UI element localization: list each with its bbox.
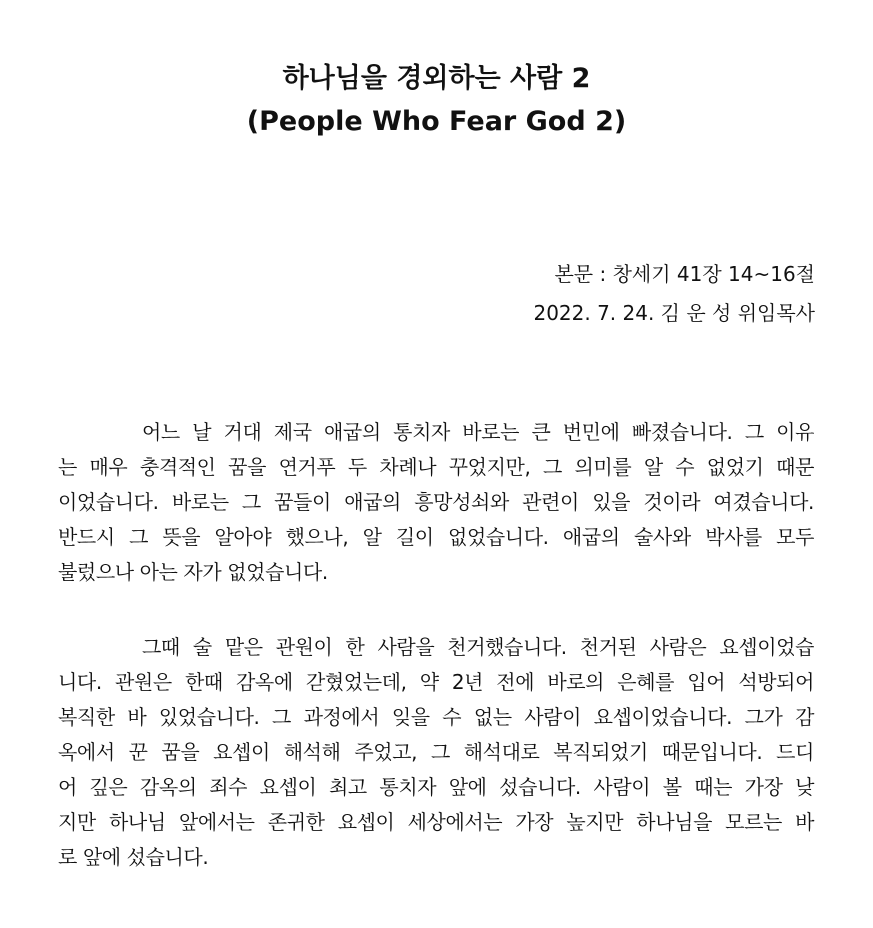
paragraph-line: 불렀으나 아는 자가 없었습니다. <box>58 560 328 584</box>
title-english: (People Who Fear God 2) <box>246 106 627 137</box>
paragraph-line: 반드시 그 뜻을 알아야 했으나, 알 길이 없었습니다. 애굽의 술사와 박사를 모두 <box>58 525 814 549</box>
paragraph-line: 는 매우 충격적인 꿈을 연거푸 두 차례나 꾸었지만, 그 의미를 알 수 없었기 때문 <box>58 455 814 479</box>
paragraph-1 <box>58 415 814 590</box>
paragraph-line: 옥에서 꾼 꿈을 요셉이 해석해 주었고, 그 해석대로 복직되었기 때문입니다. 드디 <box>58 740 814 764</box>
paragraph-line: 어느 날 거대 제국 애굽의 통치자 바로는 큰 번민에 빠졌습니다. 그 이유 <box>142 420 814 444</box>
paragraph-2 <box>58 630 814 875</box>
title-korean: 하나님을 경외하는 사람 2 <box>282 63 591 94</box>
date-and-author: 2022. 7. 24. 김 운 성 위임목사 <box>533 301 815 325</box>
paragraph-line: 이었습니다. 바로는 그 꿈들이 애굽의 흥망성쇠와 관련이 있을 것이라 여겼습니다. <box>58 490 814 514</box>
paragraph-line: 그때 술 맡은 관원이 한 사람을 천거했습니다. 천거된 사람은 요셉이었습 <box>142 635 814 659</box>
scripture-passage: 본문 : 창세기 41장 14~16절 <box>554 262 815 286</box>
paragraph-line: 복직한 바 있었습니다. 그 과정에서 잊을 수 없는 사람이 요셉이었습니다. 그가 감 <box>58 705 814 729</box>
paragraph-line: 지만 하나님 앞에서는 존귀한 요셉이 세상에서는 가장 높지만 하나님을 모르는 바 <box>58 810 814 834</box>
paragraph-line: 니다. 관원은 한때 감옥에 갇혔었는데, 약 2년 전에 바로의 은혜를 입어 석방되어 <box>58 670 814 694</box>
paragraph-line: 어 깊은 감옥의 죄수 요셉이 최고 통치자 앞에 섰습니다. 사람이 볼 때는 가장 낮 <box>58 775 814 799</box>
paragraph-line: 로 앞에 섰습니다. <box>58 845 209 869</box>
